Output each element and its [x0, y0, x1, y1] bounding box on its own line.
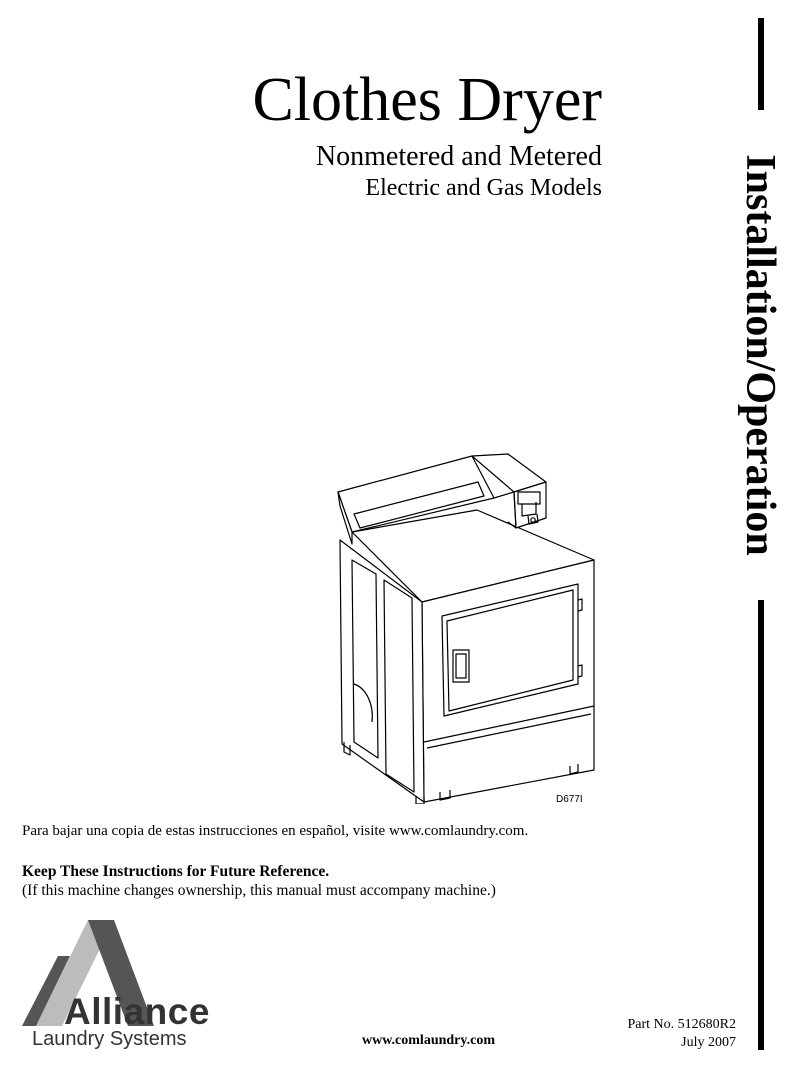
part-number: Part No. 512680R2 [627, 1017, 736, 1032]
alliance-wordmark-rest: lliance [91, 991, 210, 1032]
alliance-wordmark [64, 992, 210, 1032]
ownership-note: (If this machine changes ownership, this manual must accompany machine.) [22, 882, 496, 899]
alliance-initial: A [64, 991, 92, 1032]
side-title: Installation/Operation [737, 154, 783, 556]
spanish-download-note: Para bajar una copia de estas instrucciones en español, visite www.comlaundry.com. [22, 823, 529, 839]
document-subtitle: Nonmetered and Metered [315, 141, 602, 172]
publication-date: July 2007 [681, 1035, 736, 1050]
side-title-container [727, 110, 793, 600]
side-rule-top [758, 18, 764, 110]
footer-website: www.comlaundry.com [362, 1033, 495, 1048]
alliance-tagline: Laundry Systems [32, 1028, 187, 1050]
alliance-logo [22, 914, 262, 1054]
document-subtitle-models: Electric and Gas Models [365, 175, 602, 201]
side-rule-bottom [758, 600, 764, 1050]
figure-code: D677I [556, 794, 583, 805]
document-title: Clothes Dryer [252, 66, 602, 134]
keep-instructions-heading: Keep These Instructions for Future Reference. [22, 863, 330, 880]
dryer-illustration [332, 452, 602, 804]
